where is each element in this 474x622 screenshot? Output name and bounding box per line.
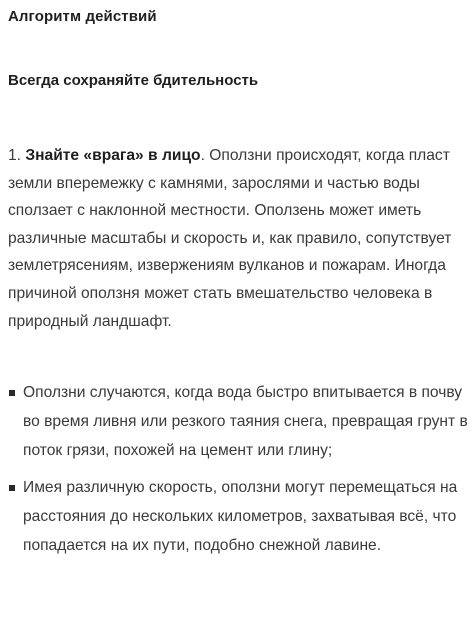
step-paragraph — [8, 142, 470, 335]
section-heading: Алгоритм действий — [8, 8, 157, 25]
bullet-list — [8, 378, 472, 568]
list-item — [8, 473, 472, 560]
step-number: 1. — [8, 147, 26, 164]
list-item-text: Имея различную скорость, оползни могут перемещаться на расстояния до нескольких километров, захватывая всё, что попадается на их пути, подобно снежной лавине. — [23, 479, 458, 554]
step-text: . Оползни происходят, когда пласт земли вперемежку с камнями, зарослями и частью воды сползает с наклонной местности. Оползень может иметь различные масштабы и скорость и, как правило, сопутствует землетрясениям, извержениям вулканов и пожарам. Иногда причиной оползня может стать вмешательство человека в природный ландшафт. — [8, 147, 452, 330]
bullet-square-icon — [9, 390, 15, 396]
list-item-text: Оползни случаются, когда вода быстро впитывается в почву во время ливня или резкого таяния снега, превращая грунт в поток грязи, похожей на цемент или глину; — [23, 384, 468, 459]
bullet-square-icon — [9, 485, 15, 491]
subsection-heading: Всегда сохраняйте бдительность — [8, 72, 259, 89]
list-item — [8, 378, 472, 465]
step-title: Знайте «врага» в лицо — [25, 147, 201, 164]
